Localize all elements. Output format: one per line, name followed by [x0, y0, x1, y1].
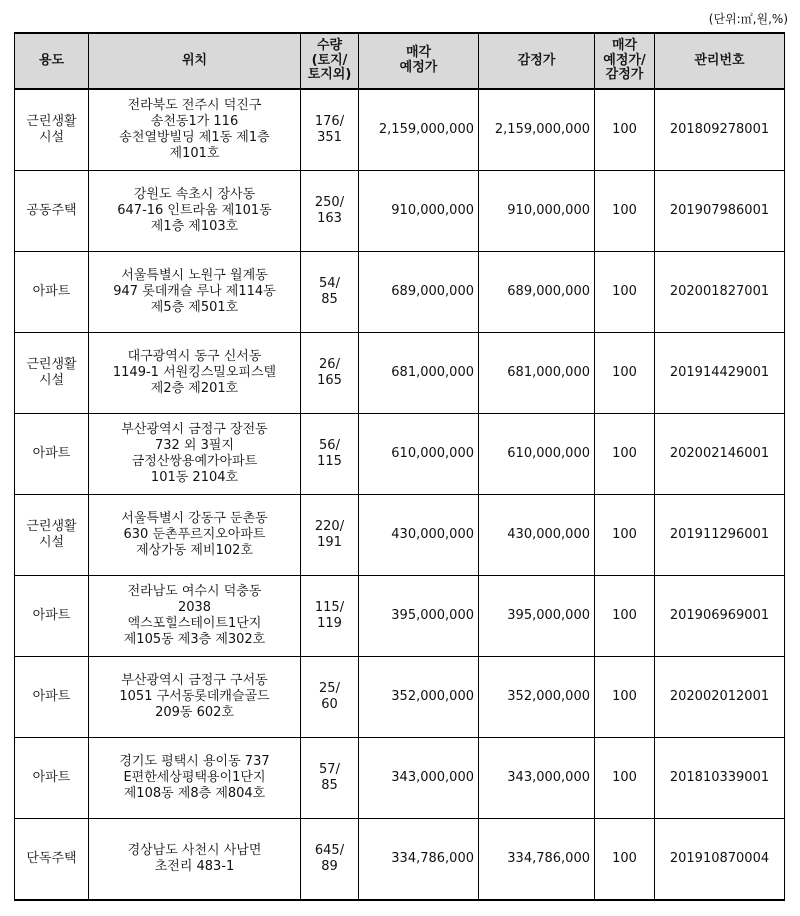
cell-qty: 115/ 119	[301, 576, 359, 657]
cell-appraisal: 2,159,000,000	[479, 89, 595, 171]
cell-appraisal: 395,000,000	[479, 576, 595, 657]
header-row	[15, 33, 785, 89]
cell-sale-price: 910,000,000	[359, 171, 479, 252]
table-row	[15, 89, 785, 171]
header-appraisal: 감정가	[479, 33, 595, 89]
cell-mgmt-no: 201906969001	[655, 576, 785, 657]
table-row	[15, 333, 785, 414]
cell-use: 아파트	[15, 414, 89, 495]
cell-appraisal: 430,000,000	[479, 495, 595, 576]
cell-mgmt-no: 201810339001	[655, 738, 785, 819]
cell-location: 경기도 평택시 용이동 737 E편한세상평택용이1단지 제108동 제8층 제804호	[89, 738, 301, 819]
table-row	[15, 657, 785, 738]
cell-ratio: 100	[595, 171, 655, 252]
cell-appraisal: 343,000,000	[479, 738, 595, 819]
cell-qty: 26/ 165	[301, 333, 359, 414]
table-row	[15, 414, 785, 495]
cell-mgmt-no: 201914429001	[655, 333, 785, 414]
cell-sale-price: 430,000,000	[359, 495, 479, 576]
table-row	[15, 738, 785, 819]
cell-ratio: 100	[595, 576, 655, 657]
cell-appraisal: 334,786,000	[479, 819, 595, 901]
cell-use: 근린생활 시설	[15, 89, 89, 171]
cell-sale-price: 352,000,000	[359, 657, 479, 738]
cell-sale-price: 689,000,000	[359, 252, 479, 333]
cell-ratio: 100	[595, 252, 655, 333]
cell-location: 부산광역시 금정구 장전동 732 외 3필지 금정산쌍용예가아파트 101동 2104호	[89, 414, 301, 495]
unit-note: (단위:㎡,원,%)	[708, 12, 788, 26]
cell-location: 강원도 속초시 장사동 647-16 인트라움 제101동 제1층 제103호	[89, 171, 301, 252]
property-table	[14, 32, 785, 901]
cell-mgmt-no: 201907986001	[655, 171, 785, 252]
cell-ratio: 100	[595, 657, 655, 738]
cell-location: 서울특별시 강동구 둔촌동 630 둔촌푸르지오아파트 제상가동 제비102호	[89, 495, 301, 576]
cell-ratio: 100	[595, 495, 655, 576]
cell-use: 근린생활 시설	[15, 495, 89, 576]
cell-use: 단독주택	[15, 819, 89, 901]
table-row	[15, 819, 785, 901]
cell-sale-price: 343,000,000	[359, 738, 479, 819]
cell-mgmt-no: 202002012001	[655, 657, 785, 738]
header-mgmt-no: 관리번호	[655, 33, 785, 89]
cell-appraisal: 910,000,000	[479, 171, 595, 252]
header-use: 용도	[15, 33, 89, 89]
cell-qty: 57/ 85	[301, 738, 359, 819]
cell-qty: 645/ 89	[301, 819, 359, 901]
header-sale-price: 매각 예정가	[359, 33, 479, 89]
cell-use: 아파트	[15, 252, 89, 333]
cell-appraisal: 689,000,000	[479, 252, 595, 333]
table-row	[15, 495, 785, 576]
cell-ratio: 100	[595, 89, 655, 171]
cell-sale-price: 2,159,000,000	[359, 89, 479, 171]
cell-location: 대구광역시 동구 신서동 1149-1 서원킹스밀오피스텔 제2층 제201호	[89, 333, 301, 414]
cell-ratio: 100	[595, 738, 655, 819]
cell-sale-price: 610,000,000	[359, 414, 479, 495]
cell-qty: 25/ 60	[301, 657, 359, 738]
cell-mgmt-no: 201809278001	[655, 89, 785, 171]
cell-location: 부산광역시 금정구 구서동 1051 구서동롯데캐슬골드 209동 602호	[89, 657, 301, 738]
table-row	[15, 252, 785, 333]
cell-qty: 250/ 163	[301, 171, 359, 252]
cell-use: 공동주택	[15, 171, 89, 252]
table-row	[15, 576, 785, 657]
cell-mgmt-no: 201911296001	[655, 495, 785, 576]
header-ratio: 매각 예정가/ 감정가	[595, 33, 655, 89]
cell-qty: 54/ 85	[301, 252, 359, 333]
table-row	[15, 171, 785, 252]
cell-sale-price: 334,786,000	[359, 819, 479, 901]
cell-qty: 220/ 191	[301, 495, 359, 576]
cell-location: 전라남도 여수시 덕충동 2038 엑스포힐스테이트1단지 제105동 제3층 제302호	[89, 576, 301, 657]
cell-qty: 56/ 115	[301, 414, 359, 495]
cell-ratio: 100	[595, 819, 655, 901]
cell-mgmt-no: 202001827001	[655, 252, 785, 333]
cell-appraisal: 352,000,000	[479, 657, 595, 738]
cell-ratio: 100	[595, 333, 655, 414]
cell-sale-price: 681,000,000	[359, 333, 479, 414]
cell-use: 근린생활 시설	[15, 333, 89, 414]
cell-use: 아파트	[15, 657, 89, 738]
cell-use: 아파트	[15, 738, 89, 819]
cell-qty: 176/ 351	[301, 89, 359, 171]
header-qty: 수량 (토지/ 토지외)	[301, 33, 359, 89]
header-location: 위치	[89, 33, 301, 89]
cell-mgmt-no: 201910870004	[655, 819, 785, 901]
cell-appraisal: 610,000,000	[479, 414, 595, 495]
cell-sale-price: 395,000,000	[359, 576, 479, 657]
cell-use: 아파트	[15, 576, 89, 657]
cell-location: 경상남도 사천시 사남면 초전리 483-1	[89, 819, 301, 901]
cell-mgmt-no: 202002146001	[655, 414, 785, 495]
cell-location: 전라북도 전주시 덕진구 송천동1가 116 송천열방빌딩 제1동 제1층 제101호	[89, 89, 301, 171]
cell-ratio: 100	[595, 414, 655, 495]
cell-appraisal: 681,000,000	[479, 333, 595, 414]
cell-location: 서울특별시 노원구 월계동 947 롯데캐슬 루나 제114동 제5층 제501호	[89, 252, 301, 333]
